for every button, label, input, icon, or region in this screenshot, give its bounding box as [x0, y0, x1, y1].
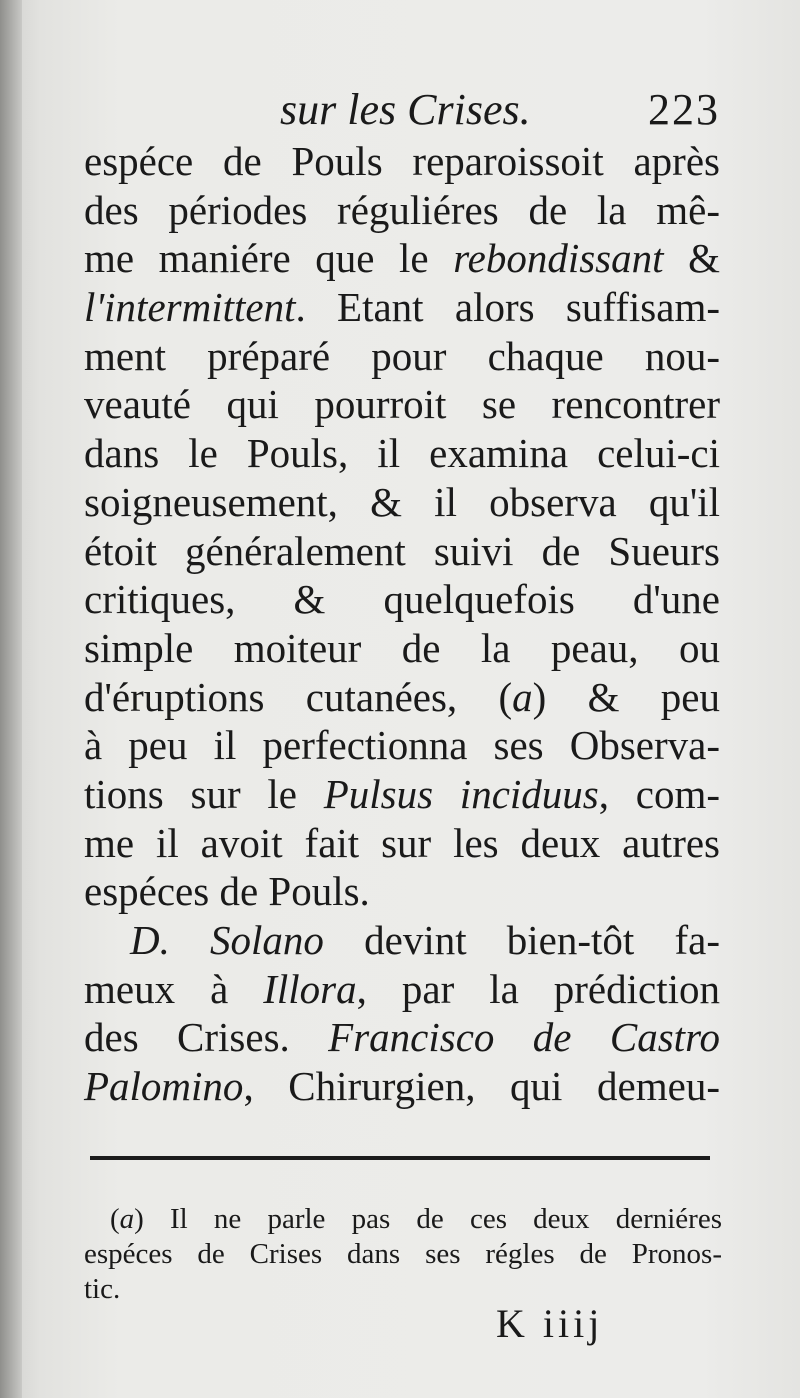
text-line: Palomino, Chirurgien, qui demeu-	[84, 1063, 720, 1110]
text-line: meux à Illora, par la prédiction	[84, 965, 720, 1012]
body-text	[84, 137, 720, 1111]
text-line: veauté qui pourroit se rencontrer	[84, 381, 720, 428]
text-line: me maniére que le rebondissant &	[84, 235, 720, 282]
binding-gutter	[0, 0, 22, 1398]
text-line: des périodes réguliéres de la mê-	[84, 186, 720, 233]
text-line: dans le Pouls, il examina celui-ci	[84, 430, 720, 477]
page-header	[280, 84, 720, 140]
text-line: espéce de Pouls reparoissoit après	[84, 138, 720, 184]
text-line: des Crises. Francisco de Castro	[84, 1014, 720, 1061]
running-head: sur les Crises.	[280, 85, 531, 134]
text-line: simple moiteur de la peau, ou	[84, 624, 720, 671]
text-line: espéces de Pouls.	[84, 868, 370, 915]
text-line: D. Solano devint bien-tôt fa-	[130, 917, 720, 963]
footnote-line: (a) Il ne parle pas de ces deux derniéres	[110, 1203, 722, 1235]
text-line: soigneusement, & il observa qu'il	[84, 478, 720, 525]
text-line: ment préparé pour chaque nou-	[84, 332, 720, 379]
footnote-line: tic.	[84, 1273, 121, 1305]
text-line: me il avoit fait sur les deux autres	[84, 819, 720, 866]
footnote	[84, 1202, 722, 1307]
text-line: critiques, & quelquefois d'une	[84, 576, 720, 623]
footnote-rule	[90, 1156, 710, 1160]
text-line: tions sur le Pulsus inciduus, com-	[84, 770, 720, 817]
text-line: l'intermittent. Etant alors suffisam-	[84, 284, 720, 331]
signature-mark: K iiij	[496, 1301, 604, 1346]
text-line: à peu il perfectionna ses Observa-	[84, 722, 720, 769]
footnote-line: espéces de Crises dans ses régles de Pronos-	[84, 1238, 722, 1270]
text-line: étoit généralement suivi de Sueurs	[84, 527, 720, 574]
page-number: 223	[648, 85, 720, 134]
text-line: d'éruptions cutanées, (a) & peu	[84, 673, 720, 720]
